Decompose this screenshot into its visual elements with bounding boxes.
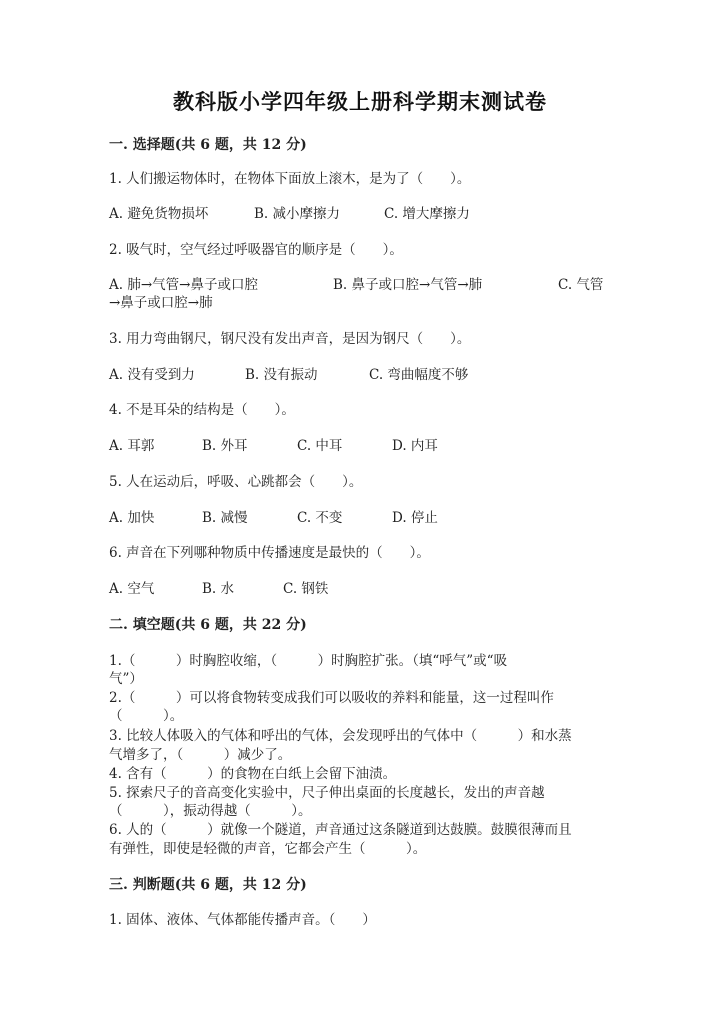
q6-option-b: B. 水 <box>202 581 235 597</box>
section-1-heading: 一. 选择题(共 6 题，共 12 分) <box>109 137 307 153</box>
q2-option-c: C. 气管 <box>558 277 604 293</box>
q2-stem: 2. 吸气时，空气经过呼吸器官的顺序是（ ）。 <box>109 242 403 258</box>
fill-line-2: 气”） <box>109 671 143 687</box>
fill-line-6: 气增多了，（ ）减少了。 <box>109 747 292 763</box>
fill-line-5: 3. 比较人体吸入的气体和呼出的气体，会发现呼出的气体中（ ）和水蒸 <box>109 728 572 744</box>
fill-line-4: （ ）。 <box>109 708 184 724</box>
fill-line-10: 6. 人的（ ）就像一个隧道，声音通过这条隧道到达鼓膜。鼓膜很薄而且 <box>109 822 572 838</box>
q6-option-a: A. 空气 <box>109 581 155 597</box>
judge-q1-stem: 1. 固体、液体、气体都能传播声音。（ ） <box>109 912 376 928</box>
fill-line-1: 1.（ ）时胸腔收缩，（ ）时胸腔扩张。（填“呼气”或“吸 <box>109 653 508 669</box>
fill-line-8: 5. 探索尺子的音高变化实验中，尺子伸出桌面的长度越长，发出的声音越 <box>109 785 545 801</box>
q1-option-b: B. 减小摩擦力 <box>254 206 341 222</box>
q4-stem: 4. 不是耳朵的结构是（ ）。 <box>109 402 295 418</box>
q5-option-b: B. 减慢 <box>202 510 248 526</box>
q5-option-a: A. 加快 <box>109 510 155 526</box>
fill-line-11: 有弹性，即使是轻微的声音，它都会产生（ ）。 <box>109 841 427 857</box>
q5-stem: 5. 人在运动后，呼吸、心跳都会（ ）。 <box>109 474 363 490</box>
q5-option-c: C. 不变 <box>297 510 343 526</box>
q3-option-a: A. 没有受到力 <box>109 367 195 383</box>
q3-stem: 3. 用力弯曲钢尺，钢尺没有发出声音，是因为钢尺（ ）。 <box>109 331 471 347</box>
q2-option-c-continued: →鼻子或口腔→肺 <box>109 295 213 311</box>
q2-option-a: A. 肺→气管→鼻子或口腔 <box>109 277 258 293</box>
fill-line-3: 2.（ ）可以将食物转变成我们可以吸收的养料和能量，这一过程叫作 <box>109 690 554 706</box>
section-2-heading: 二. 填空题(共 6 题，共 22 分) <box>109 617 307 633</box>
q3-option-c: C. 弯曲幅度不够 <box>369 367 469 383</box>
q5-option-d: D. 停止 <box>392 510 438 526</box>
q2-option-b: B. 鼻子或口腔→气管→肺 <box>333 277 483 293</box>
fill-line-9: （ ），振动得越（ ）。 <box>109 803 312 819</box>
q6-option-c: C. 钢铁 <box>283 581 329 597</box>
q1-stem: 1. 人们搬运物体时，在物体下面放上滚木，是为了（ ）。 <box>109 171 471 187</box>
q4-option-d: D. 内耳 <box>392 438 438 454</box>
q6-stem: 6. 声音在下列哪种物质中传播速度是最快的（ ）。 <box>109 545 430 561</box>
q4-option-a: A. 耳郭 <box>109 438 155 454</box>
q3-option-b: B. 没有振动 <box>245 367 318 383</box>
q1-option-c: C. 增大摩擦力 <box>384 206 470 222</box>
section-3-heading: 三. 判断题(共 6 题，共 12 分) <box>109 877 307 893</box>
q4-option-b: B. 外耳 <box>202 438 248 454</box>
fill-line-7: 4. 含有（ ）的食物在白纸上会留下油渍。 <box>109 766 397 782</box>
exam-title: 教科版小学四年级上册科学期末测试卷 <box>173 89 547 114</box>
q1-option-a: A. 避免货物损坏 <box>109 206 209 222</box>
q4-option-c: C. 中耳 <box>297 438 343 454</box>
